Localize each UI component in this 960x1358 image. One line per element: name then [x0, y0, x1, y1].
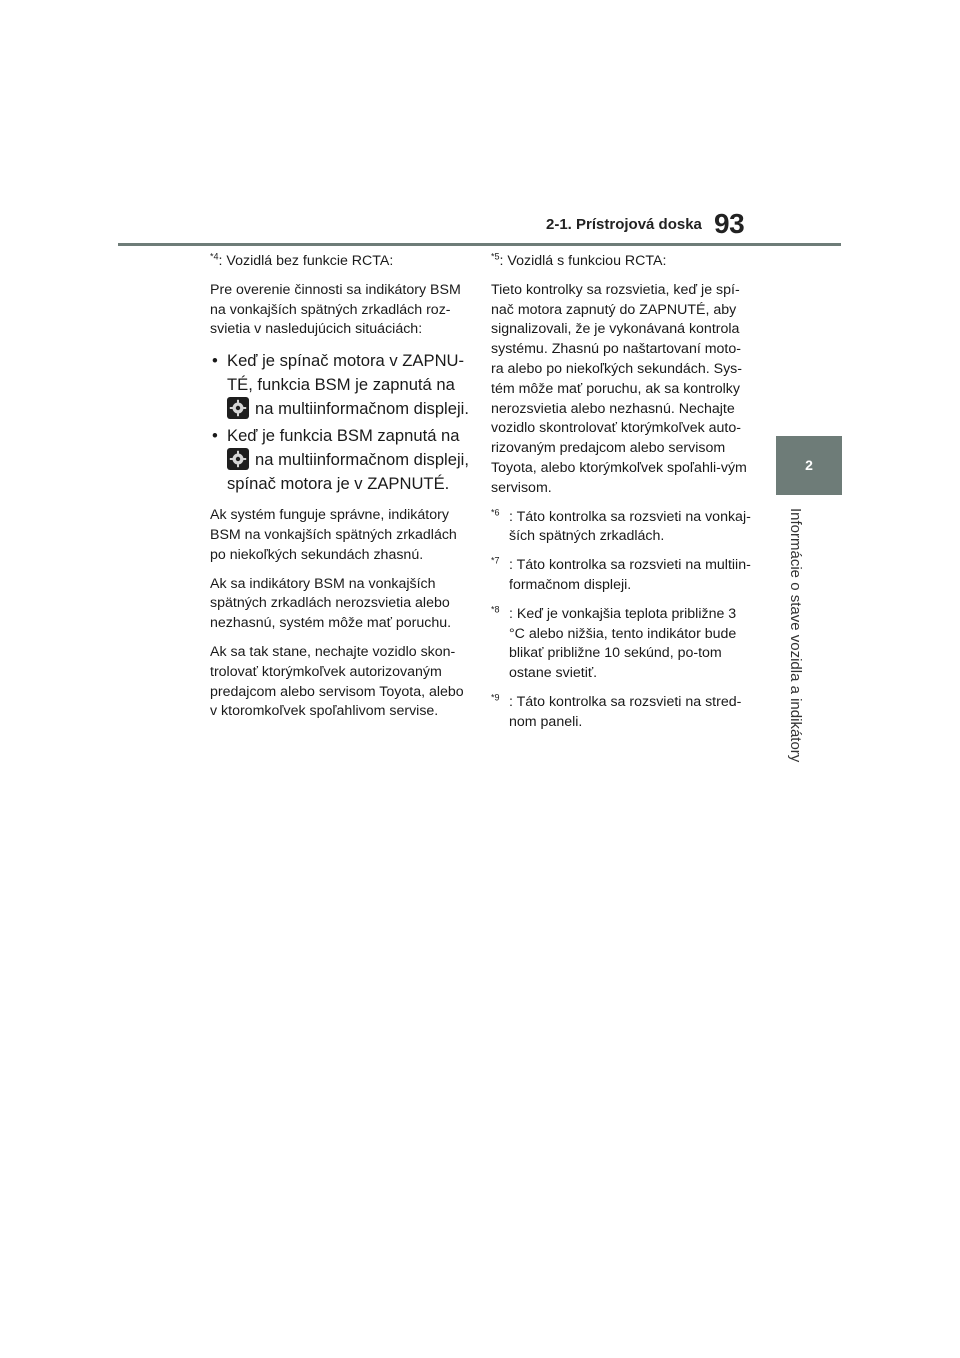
chapter-tab: 2: [776, 436, 842, 495]
footnote-note: [491, 556, 753, 596]
footnote-note: [491, 693, 753, 733]
footnote-note: [491, 508, 753, 548]
note-ref: *8: [491, 604, 500, 615]
left-column: [210, 252, 472, 731]
chapter-title-vertical: Informácie o stave vozidla a indikátory: [787, 508, 804, 763]
header-divider: [118, 243, 841, 246]
note-ref: *6: [491, 506, 500, 517]
bullet-mark: •: [212, 351, 218, 371]
bullet-1-text-cont: na multiinformačnom displeji.: [255, 399, 469, 419]
paragraph: Ak systém funguje správne, indikátory BSM na vonkajších spätných zrkadlách po niekoľkých sekundách zhasnú.: [210, 507, 457, 563]
bullet-1-text: Keď je spínač motora v ZAPNU-TÉ, funkcia BSM je zapnutá na: [227, 351, 465, 395]
gear-icon: [227, 448, 249, 470]
page-number: 93: [714, 208, 745, 239]
intro-paragraph: Pre overenie činnosti sa indikátory BSM na vonkajších spätných zrkadlách roz-svietia v nasledujúcich situáciách:: [210, 281, 461, 338]
bullet-2-text-line-3: spínač motora je v ZAPNUTÉ.: [227, 474, 450, 494]
paragraph: Ak sa tak stane, nechajte vozidlo skon-trolovať ktorýmkoľvek autorizovaným predajcom alebo servisom Toyota, alebo v ktoromkoľvek spoľahlivom servise.: [210, 643, 464, 720]
footnote-5-title: [491, 252, 753, 272]
bullet-1-icon-line: [227, 397, 472, 421]
note-text: : Keď je vonkajšia teplota približne 3 °C alebo nižšia, tento indikátor bude blikať približne 10 sekúnd, po-tom ostane svietiť.: [509, 605, 737, 682]
note-ref: *9: [491, 692, 500, 703]
bullet-2-text: Keď je funkcia BSM zapnutá na: [227, 426, 460, 446]
footnote-title-text: : Vozidlá s funkciou RCTA:: [499, 253, 667, 269]
bullet-2-icon-line: [227, 448, 472, 472]
bullet-2-text-cont: na multiinformačnom displeji,: [255, 450, 469, 470]
bullet-mark: •: [212, 426, 218, 446]
paragraph: Tieto kontrolky sa rozsvietia, keď je spí-nač motora zapnutý do ZAPNUTÉ, aby signalizovali, že je vykonávaná kontrola systému. Zhasnú po naštartovaní moto-ra alebo po niekoľkých sekundách. Sys-tém môže mať poruchu, ak sa kontrolky nerozsvietia alebo nezhasnú. Nechajte vozidlo skontrolovať ktorýmkoľvek auto-rizovaným predajcom alebo servisom Toyota, alebo ktorýmkoľvek spoľahli-vým servisom.: [491, 281, 747, 496]
section-title: 2-1. Prístrojová doska: [546, 216, 702, 233]
note-text: : Táto kontrolka sa rozsvieti na multiin-formačnom displeji.: [509, 557, 751, 593]
footnote-ref: *5: [491, 251, 500, 262]
footnote-title-text: : Vozidlá bez funkcie RCTA:: [218, 253, 394, 269]
footnote-ref: *4: [210, 251, 219, 262]
list-item: [210, 424, 472, 496]
list-item: [210, 349, 472, 421]
bullet-list: [210, 349, 472, 496]
note-ref: *7: [491, 555, 500, 566]
footnote-4-title: [210, 252, 472, 272]
note-text: : Táto kontrolka sa rozsvieti na stred-nom paneli.: [509, 693, 742, 730]
gear-icon: [227, 397, 249, 419]
note-text: : Táto kontrolka sa rozsvieti na vonkaj-ších spätných zrkadlách.: [509, 508, 751, 545]
footnote-note: [491, 605, 753, 684]
right-column: [491, 252, 753, 742]
paragraph: Ak sa indikátory BSM na vonkajších spätných zrkadlách nerozsvietia alebo nezhasnú, systém môže mať poruchu.: [210, 575, 452, 632]
